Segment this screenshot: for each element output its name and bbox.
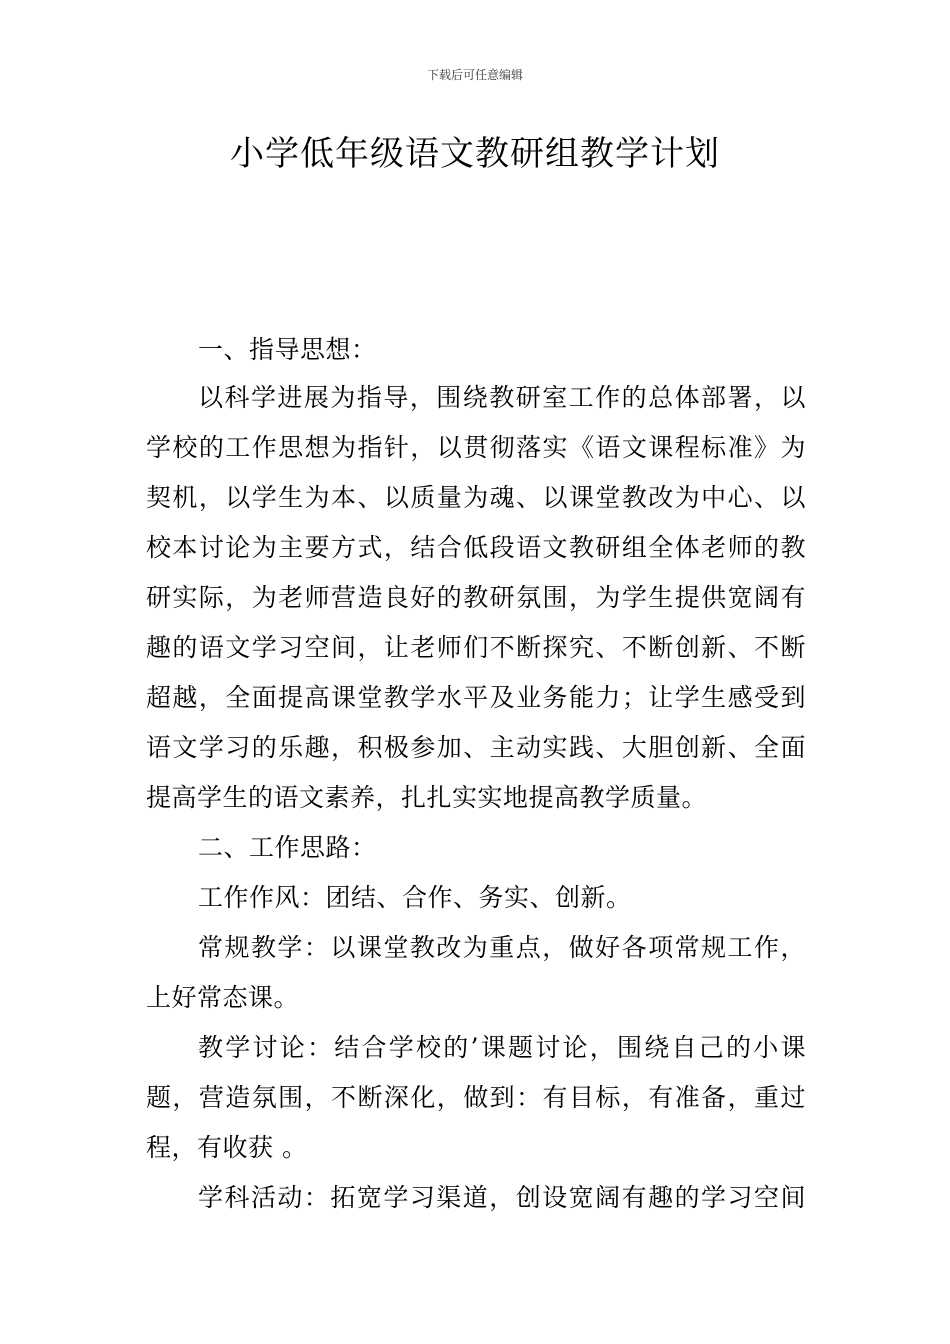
section-heading-2: 二、工作思路： <box>198 833 377 862</box>
paragraph-line: 契机，以学生为本、以质量为魂、以课堂教改为中心、以 <box>146 483 806 512</box>
paragraph-line: 教学讨论：结合学校的’课题讨论，围绕自己的小课 <box>198 1033 806 1062</box>
paragraph-line: 程，有收获 。 <box>146 1133 308 1162</box>
header-note: 下载后可任意编辑 <box>426 68 523 82</box>
paragraph-line: 校本讨论为主要方式，结合低段语文教研组全体老师的教 <box>146 533 806 562</box>
paragraph-line: 以科学进展为指导，围绕教研室工作的总体部署，以 <box>198 383 806 412</box>
document-title: 小学低年级语文教研组教学计划 <box>230 134 720 174</box>
paragraph-line: 超越，全面提高课堂教学水平及业务能力；让学生感受到 <box>146 683 806 712</box>
paragraph-line: 提高学生的语文素养，扎扎实实地提高教学质量。 <box>146 783 708 812</box>
section-heading-1: 一、指导思想： <box>198 335 377 364</box>
paragraph-line: 语文学习的乐趣，积极参加、主动实践、大胆创新、全面 <box>146 733 806 762</box>
paragraph-line: 上好常态课。 <box>146 983 300 1012</box>
paragraph-line: 工作作风：团结、合作、务实、创新。 <box>198 883 632 912</box>
paragraph-line: 研实际，为老师营造良好的教研氛围，为学生提供宽阔有 <box>146 583 806 612</box>
paragraph-line: 趣的语文学习空间，让老师们不断探究、不断创新、不断 <box>146 633 806 662</box>
paragraph-line: 学科活动：拓宽学习渠道，创设宽阔有趣的学习空间 <box>198 1183 806 1212</box>
paragraph-line: 学校的工作思想为指针，以贯彻落实《语文课程标准》为 <box>146 433 806 462</box>
paragraph-line: 常规教学：以课堂教改为重点，做好各项常规工作， <box>198 933 806 962</box>
paragraph-line: 题，营造氛围，不断深化，做到：有目标，有准备，重过 <box>146 1083 806 1112</box>
